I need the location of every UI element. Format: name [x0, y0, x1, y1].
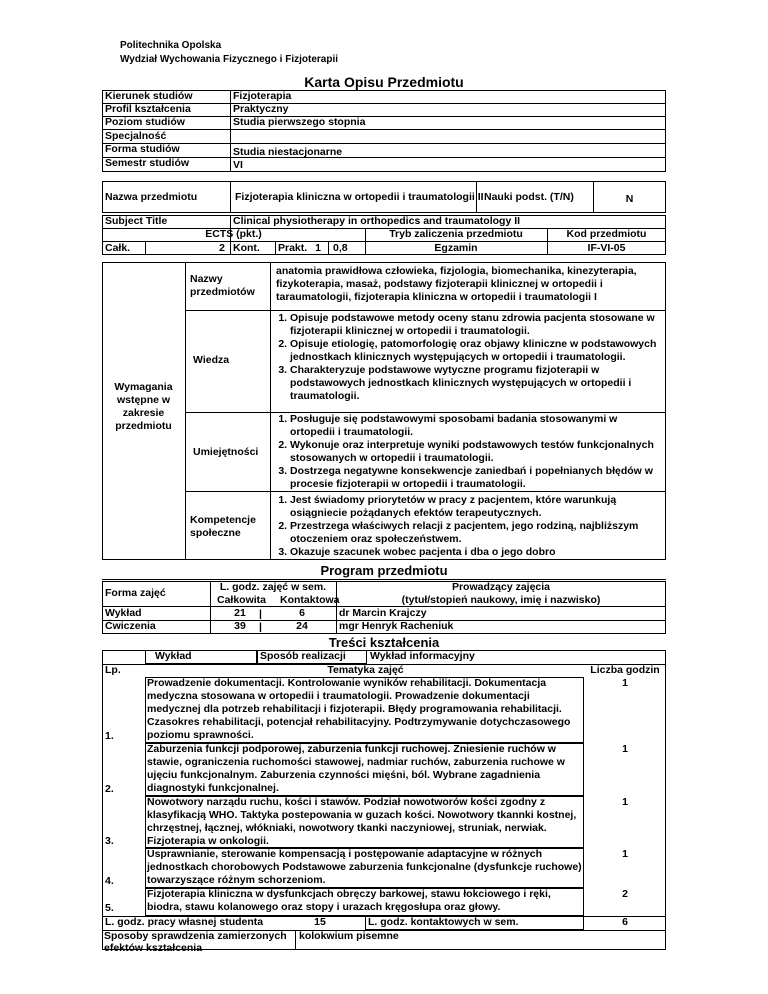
contact-hours-sem-value: 6: [622, 916, 628, 928]
separator: |: [259, 621, 262, 633]
social-competences-list: [272, 494, 662, 559]
topic-3-text: Nowotwory narządu ruchu, kości i stawów. Podział nowotworów kości zgodny z klasyfikacją WHO. Taktyka postepowania w guzach kości. Nowotwory tkannki kostnej, chrzęstnej, łącznej, włókniaki, nowotwory tkanki naczyniowej, struniak, nerwiak. Fizjoterapia w onkologii.: [147, 796, 577, 847]
topic-2-lp: 2.: [105, 783, 114, 795]
knowledge-list: [272, 312, 662, 403]
list-item: 2. Opisuje etiologię, patomorfologię oraz objawy kliniczne w podstawowych jednostkach klinicznych występujących w ortopedii i traumatologii.: [290, 338, 662, 364]
exercise-total-hours: 39: [234, 620, 246, 632]
program-heading: Program przedmiotu: [320, 563, 448, 578]
topics-label: Tematyka zajęć: [327, 664, 404, 676]
ects-contact-value: 1: [315, 242, 321, 254]
content-heading: Treści kształcenia: [328, 635, 440, 650]
assessment-mode-value: Egzamin: [434, 242, 478, 254]
topic-1-text: Prowadzenie dokumentacji. Kontrolowanie wyników rehabilitacji. Dokumentacja medyczna stosowana w ortopedii i traumatologii. Prowadzenie dokumentacji medycznej dla potrzeb rehabilitacji i fizjoterapii. Błędy programowania rehabilitacji. Czasokres rehabilitacji, potencjał rehabilitacyjny. Podtrzymywanie dotychczasowego poziomu sprawności.: [147, 677, 571, 741]
lecture-form: Wykład: [105, 607, 142, 619]
subject-title-value: Clinical physiotherapy in orthopedics and traumatology II: [233, 215, 521, 227]
exercise-instructor: mgr Henryk Racheniuk: [339, 620, 454, 632]
exercise-form: Ćwiczenia: [105, 620, 156, 632]
ects-label: ECTS (pkt.): [205, 228, 262, 240]
basic-sciences-label: Nauki podst. (T/N): [484, 191, 574, 203]
topic-2-text: Zaburzenia funkcji podporowej, zaburzenia funkcji ruchowej. Zniesienie ruchów w stawie, ograniczenia ruchomości stawowej, nadmiar ruchów, zaburzenia ruchowe w ujęciu funkcjonalnym. Zaburzenia czynności mięśni, ból. Wybrane zagadnienia diagnostyki funkcjonalnej.: [147, 743, 565, 794]
topic-5-hours: 2: [622, 888, 628, 900]
skills-list: [272, 413, 662, 491]
instructor-sublabel: (tytuł/stopień naukowy, imię i nazwisko): [401, 594, 601, 606]
lecture-instructor: dr Marcin Krajczy: [339, 607, 427, 619]
topic-2-hours: 1: [622, 743, 628, 755]
lp-label: Lp.: [105, 664, 121, 676]
prior-subjects-value: anatomia prawidłowa człowieka, fizjologia, biomechanika, kinezyterapia, fizykoterapia, masaż, podstawy fizjoterapii klinicznej w ortopedii i taraumatologii, fizjoterapia kliniczna w ortopedii i traumatologii I: [276, 265, 637, 303]
method-value: Wykład informacyjny: [370, 650, 475, 662]
total-hours-label: Całkowita: [217, 594, 267, 606]
assessment-mode-label: Tryb zaliczenia przedmiotu: [389, 228, 523, 240]
assessment-value: kolokwium pisemne: [299, 930, 399, 942]
list-item: 1. Posługuje się podstawowymi sposobami badania stosowanymi w ortopedii i traumatologii.: [290, 413, 662, 439]
study-form-label: Forma studiów: [105, 143, 180, 155]
skills-label: Umiejętności: [193, 446, 259, 458]
topic-3-hours: 1: [622, 796, 628, 808]
list-item: 1. Jest świadomy priorytetów w pracy z pacjentem, które warunkują osiągniecie pożądanych efektów terapeutycznych.: [290, 494, 662, 520]
subject-name-label: Nazwa przedmiotu: [105, 191, 198, 203]
study-level-label: Poziom studiów: [105, 116, 185, 128]
semester-value: VI: [233, 159, 243, 171]
list-item: 2. Przestrzega właściwych relacji z pacjentem, jego rodziną, najbliższym otoczeniem oraz społeczeństwem.: [290, 520, 662, 546]
study-form-value: Studia niestacjonarne: [233, 146, 343, 158]
topic-1-lp: 1.: [105, 730, 114, 742]
list-item: 3. Okazuje szacunek wobec pacjenta i dba o jego dobro: [290, 546, 662, 559]
topic-3-lp: 3.: [105, 835, 114, 847]
lecture-total-hours: 21: [234, 607, 246, 619]
requirements-label: Wymagania wstępne w zakresie przedmiotu: [114, 381, 173, 432]
assessment-label: Sposoby sprawdzenia zamierzonych efektów kształcenia: [104, 930, 287, 954]
subject-title-label: Subject Title: [105, 215, 168, 227]
ects-total-value: 2: [219, 242, 225, 254]
knowledge-label: Wiedza: [193, 354, 230, 366]
ects-practical-label: Prakt.: [278, 242, 308, 254]
topic-4-lp: 4.: [105, 875, 114, 887]
specialty-label: Specjalność: [105, 130, 167, 142]
topic-1-hours: 1: [622, 677, 628, 689]
list-item: 3. Dostrzega negatywne konsekwencje zaniedbań i popełnianych błędów w procesie fizjoterapii w ortopedii i traumatologii.: [290, 465, 662, 491]
university-name: Politechnika Opolska: [120, 40, 222, 51]
faculty-name: Wydział Wychowania Fizycznego i Fizjoterapii: [120, 54, 339, 65]
exercise-contact-hours: 24: [296, 620, 308, 632]
study-profile-label: Profil kształcenia: [105, 103, 191, 115]
content-type-label: Wykład: [155, 650, 192, 662]
contact-hours-sem-label: L. godz. kontaktowych w sem.: [368, 916, 519, 928]
self-work-value: 15: [314, 916, 326, 928]
instructor-label: Prowadzący zajęcia: [451, 581, 551, 593]
self-work-label: L. godz. pracy własnej studenta: [105, 916, 264, 928]
topic-4-hours: 1: [622, 848, 628, 860]
hours-label: L. godz. zajęć w sem.: [219, 581, 327, 593]
study-field-label: Kierunek studiów: [105, 90, 193, 102]
ects-practical-value: 0,8: [333, 242, 348, 254]
class-form-label: Forma zajęć: [105, 587, 166, 599]
subject-name-value: Fizjoterapia kliniczna w ortopedii i traumatologii II: [235, 191, 484, 203]
study-field-value: Fizjoterapia: [233, 90, 292, 102]
list-item: 1. Opisuje podstawowe metody oceny stanu zdrowia pacjenta stosowane w fizjoterapii klinicznej w ortopedii i traumatologii.: [290, 312, 662, 338]
topic-5-text: Fizjoterapia kliniczna w dysfunkcjach obręczy barkowej, stawu łokciowego i ręki, biodra, stawu kolanowego oraz stopy i urazach kręgosłupa oraz głowy.: [147, 888, 551, 913]
study-profile-value: Praktyczny: [233, 103, 289, 115]
hours-count-label: Liczba godzin: [590, 664, 660, 676]
method-label: Sposób realizacji: [260, 650, 346, 662]
ects-total-label: Całk.: [105, 242, 131, 254]
study-level-value: Studia pierwszego stopnia: [233, 116, 366, 128]
list-item: 3. Charakteryzuje podstawowe wytyczne programu fizjoterapii w podstawowych jednostkach klinicznych występujących w ortopedii i traumatologii.: [290, 364, 662, 403]
prior-subjects-label: Nazwy przedmiotów: [190, 273, 255, 298]
subject-code-value: IF-VI-05: [587, 242, 626, 254]
subject-code-label: Kod przedmiotu: [566, 228, 647, 240]
semester-label: Semestr studiów: [105, 157, 190, 169]
separator: |: [259, 608, 262, 620]
lecture-contact-hours: 6: [299, 607, 305, 619]
ects-contact-label: Kont.: [233, 242, 260, 254]
list-item: 2. Wykonuje oraz interpretuje wyniki podstawowych testów funkcjonalnych stosowanych w ortopedii i traumatologii.: [290, 439, 662, 465]
topic-4-text: Usprawnianie, sterowanie kompensacją i postępowanie adaptacyjne w różnych jednostkach chorobowych Podstawowe zaburzenia funkcjonalne (dysfunkcje ruchowe) towarzyszące różnym schorzeniom.: [147, 848, 582, 886]
page-title: Karta Opisu Przedmiotu: [304, 74, 464, 90]
basic-sciences-value: N: [625, 193, 634, 205]
contact-hours-label: Kontaktowa: [280, 594, 340, 606]
topic-5-lp: 5.: [105, 902, 114, 914]
social-competences-label: Kompetencje społeczne: [190, 514, 256, 539]
